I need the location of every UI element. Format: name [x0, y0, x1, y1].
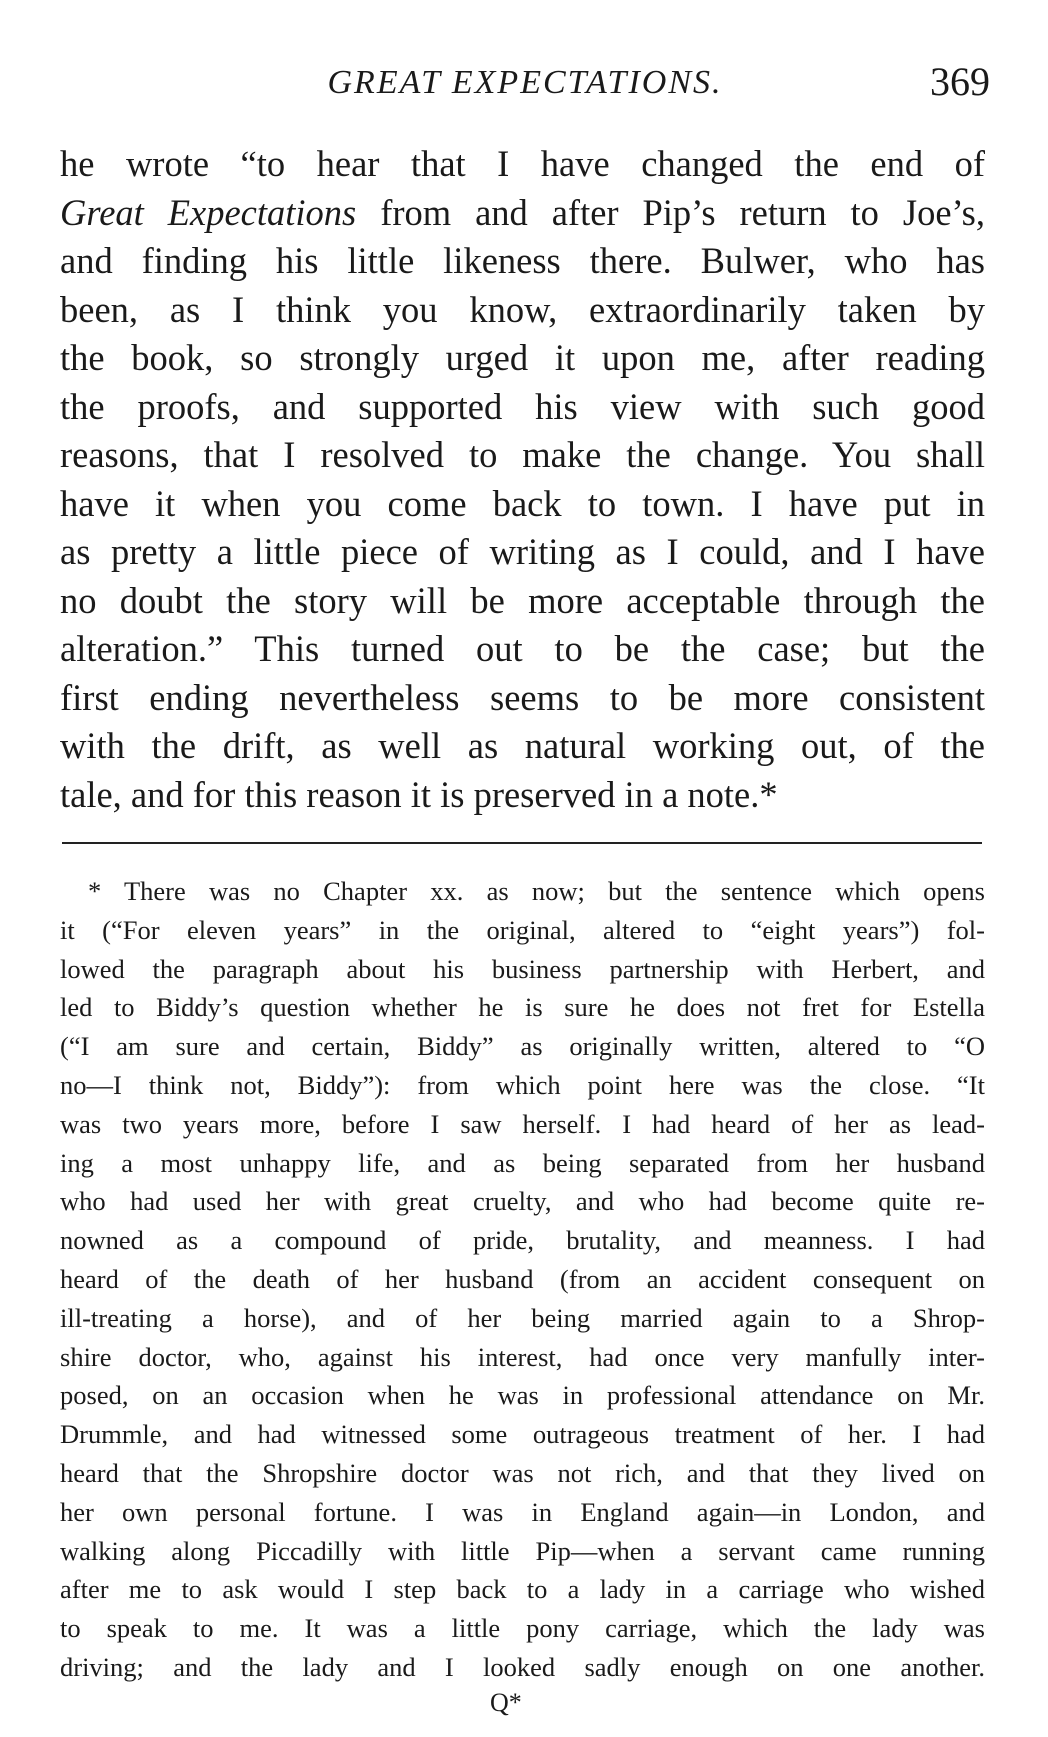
text-line: Great Expectations from and after Pip’s return to Joe’s,	[60, 191, 985, 233]
text-line: tale, and for this reason it is preserved in a note.*	[60, 773, 778, 815]
running-title: GREAT EXPECTATIONS.	[327, 64, 723, 101]
text-line: alteration.” This turned out to be the case; but the	[60, 628, 985, 669]
text-line: been, as I think you know, extraordinarily taken by	[60, 288, 985, 330]
main-text	[60, 140, 985, 819]
footnote-line: lowed the paragraph about his business partnership with Herbert, and	[60, 953, 985, 984]
footnote-line: walking along Piccadilly with little Pip—when a servant came running	[60, 1535, 985, 1566]
footnote-line: to speak to me. It was a little pony carriage, which the lady was	[60, 1613, 985, 1644]
footnote-line: driving; and the lady and I looked sadly enough on one another.	[60, 1651, 985, 1682]
text-line: reasons, that I resolved to make the change. You shall	[60, 434, 985, 475]
footnote-line: ill-treating a horse), and of her being married again to a Shrop-	[60, 1302, 985, 1333]
footnote-line: heard of the death of her husband (from an accident consequent on	[60, 1263, 985, 1294]
footnote-line: led to Biddy’s question whether he is sure he does not fret for Estella	[60, 992, 985, 1023]
text-line: the book, so strongly urged it upon me, after reading	[60, 337, 985, 378]
text-line: he wrote “to hear that I have changed the end of	[60, 143, 985, 184]
text-line: and finding his little likeness there. Bulwer, who has	[60, 240, 985, 281]
text-line: first ending nevertheless seems to be more consistent	[60, 676, 985, 718]
footnote-line: ing a most unhappy life, and as being separated from her husband	[60, 1147, 985, 1178]
footnote-line: it (“For eleven years” in the original, altered to “eight years”) fol-	[60, 914, 985, 945]
footnote-line: was two years more, before I saw herself. I had heard of her as lead-	[60, 1108, 985, 1139]
footnote-line: no—I think not, Biddy”): from which point here was the close. “It	[60, 1069, 985, 1100]
text-line: the proofs, and supported his view with such good	[60, 385, 985, 427]
text-line: have it when you come back to town. I have put in	[60, 482, 985, 524]
footnote-line: posed, on an occasion when he was in professional attendance on Mr.	[60, 1380, 985, 1411]
footnote-line: who had used her with great cruelty, and who had become quite re-	[60, 1186, 985, 1217]
footnote-line: * There was no Chapter xx. as now; but the sentence which opens	[88, 876, 985, 906]
footnote-line: after me to ask would I step back to a lady in a carriage who wished	[60, 1574, 985, 1605]
footnote	[60, 872, 985, 1687]
footnote-line: shire doctor, who, against his interest, had once very manfully inter-	[60, 1341, 985, 1372]
page-header	[60, 58, 990, 118]
text-line: no doubt the story will be more acceptable through the	[60, 579, 985, 621]
page-number: 369	[930, 59, 990, 104]
footnote-line: nowned as a compound of pride, brutality, and meanness. I had	[60, 1225, 985, 1256]
book-title-italic: Great Expectations	[60, 191, 357, 233]
footnote-line: her own personal fortune. I was in England again—in London, and	[60, 1496, 985, 1527]
text-line: as pretty a little piece of writing as I could, and I have	[60, 531, 985, 572]
footnote-line: (“I am sure and certain, Biddy” as originally written, altered to “O	[60, 1031, 985, 1062]
text-line: with the drift, as well as natural working out, of the	[60, 725, 985, 766]
signature-mark: Q*	[490, 1688, 522, 1717]
footnote-divider	[62, 842, 982, 844]
footnote-line: heard that the Shropshire doctor was not rich, and that they lived on	[60, 1457, 985, 1488]
footnote-line: Drummle, and had witnessed some outrageous treatment of her. I had	[60, 1419, 985, 1450]
